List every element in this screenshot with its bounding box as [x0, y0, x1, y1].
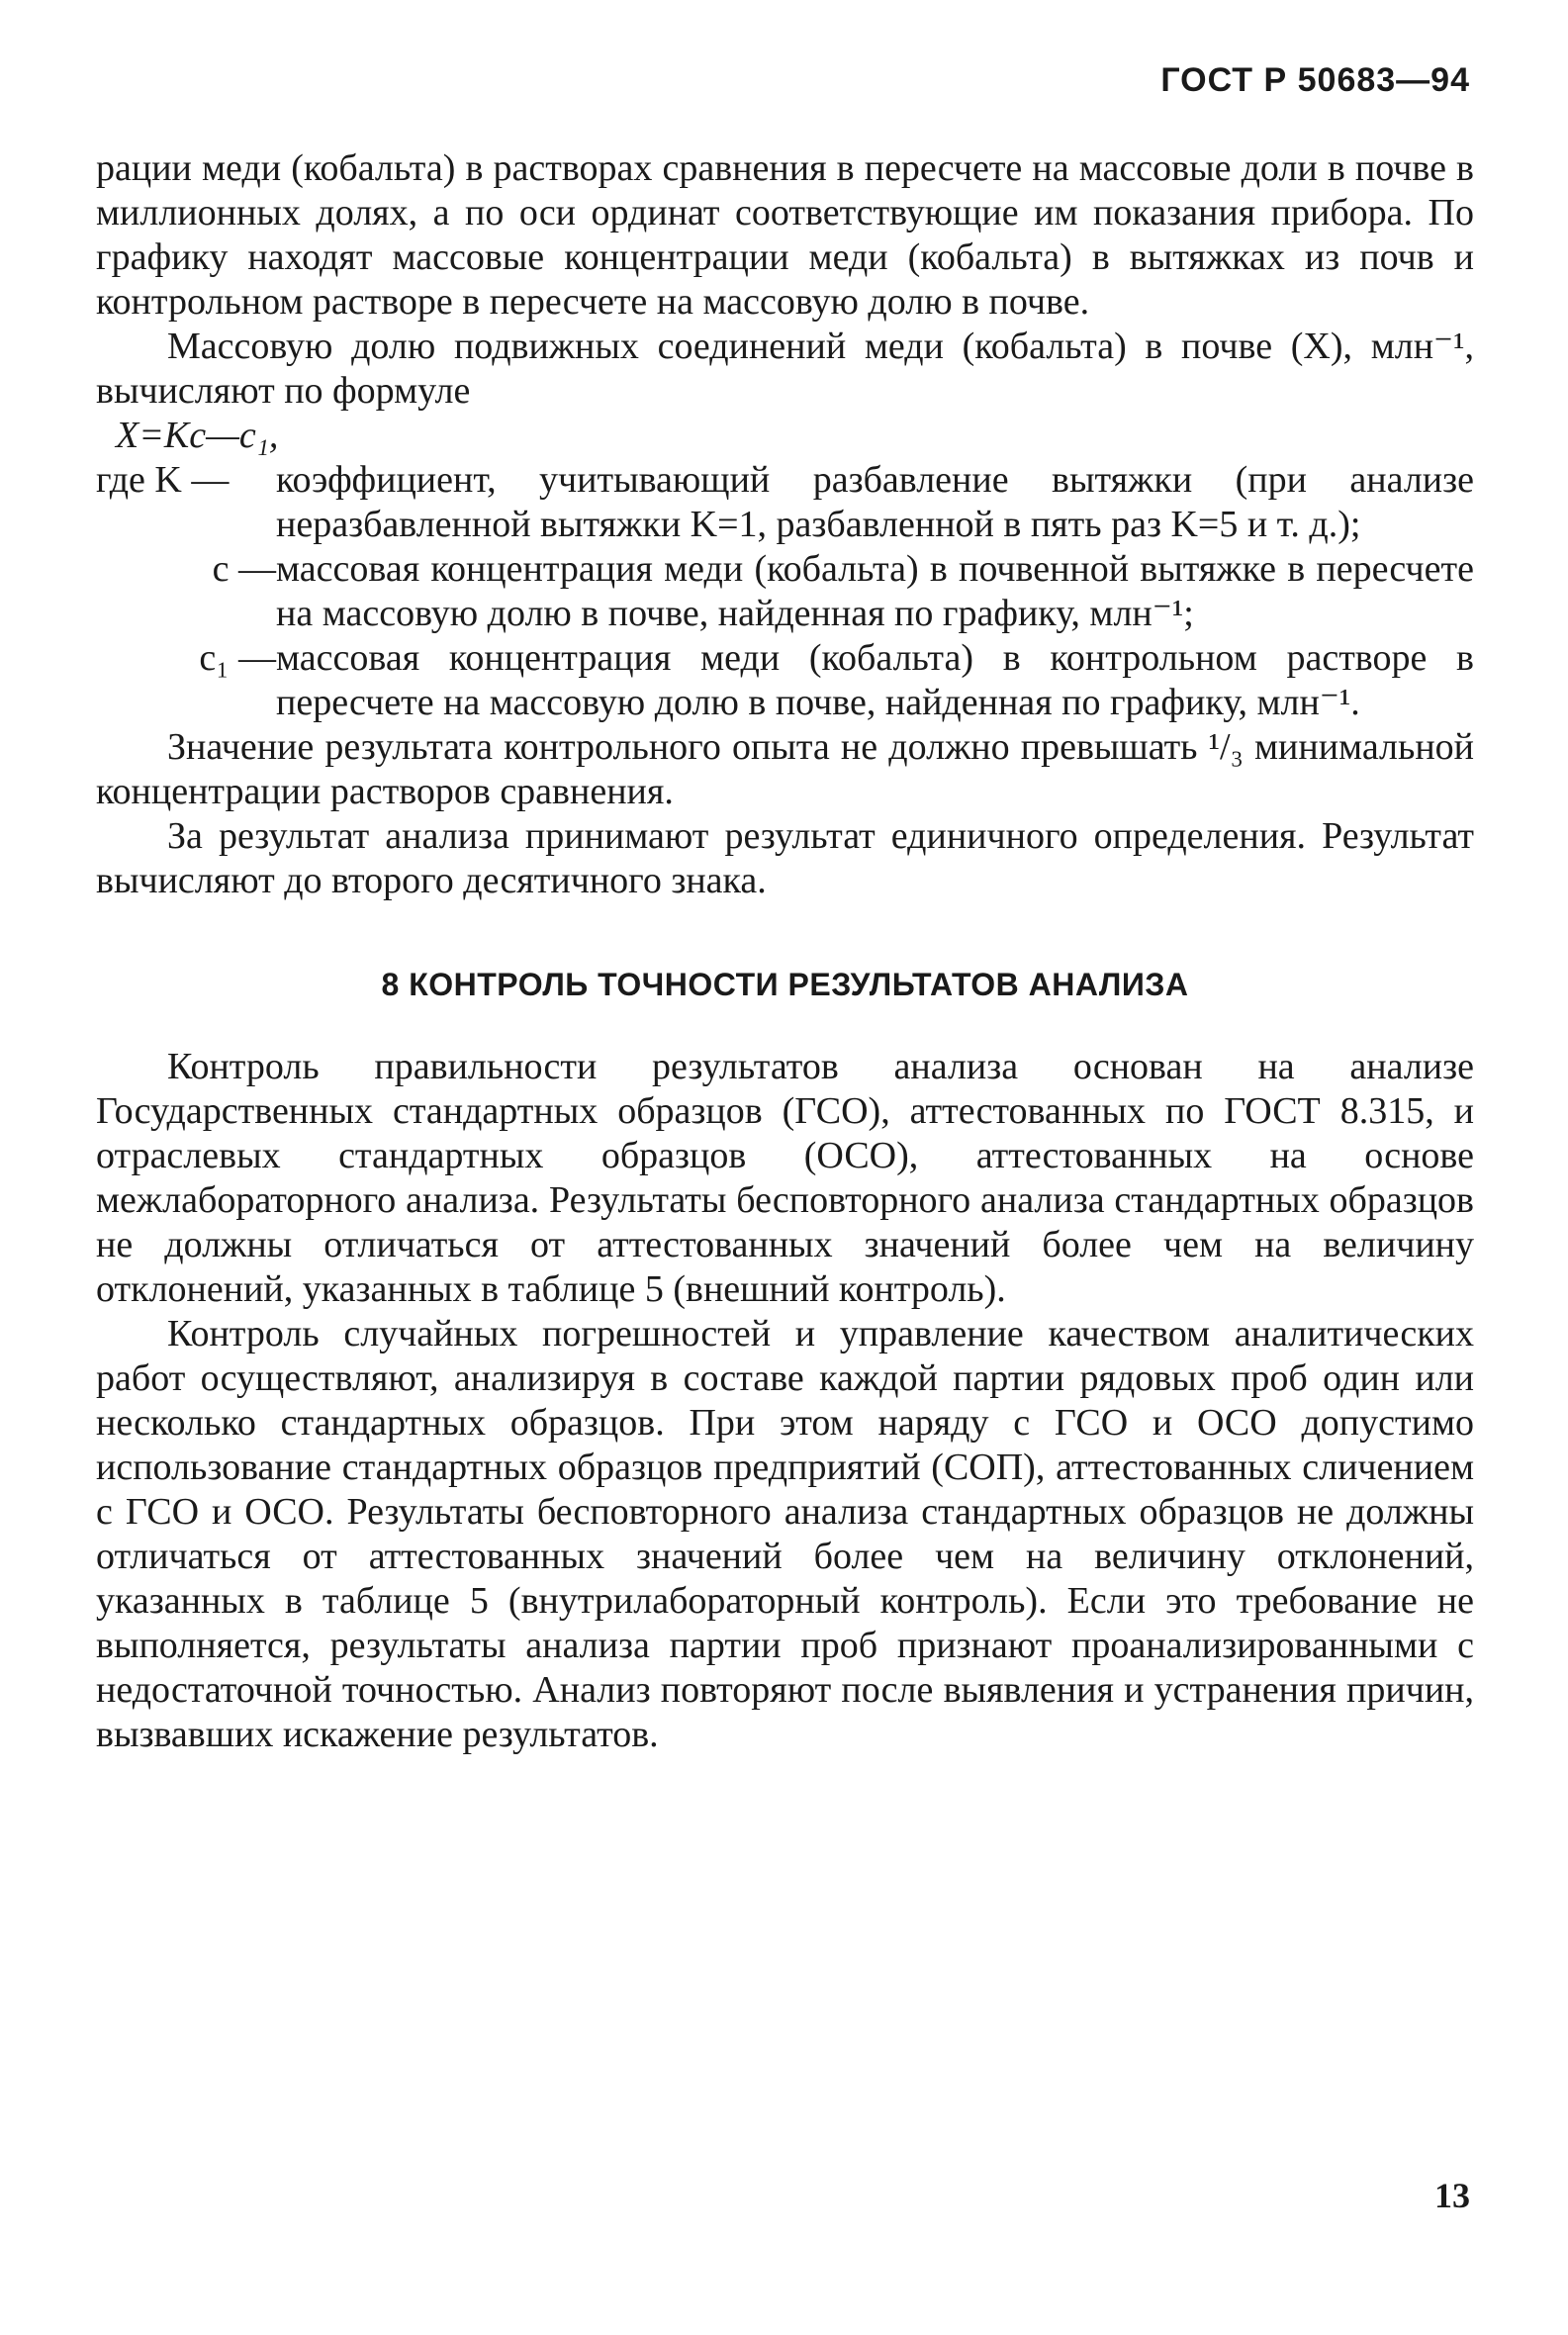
definition-text: коэффициент, учитывающий разбавление вытяжки (при анализе неразбавленной вытяжки K=1, разбавленной в пять раз K=5 и т. д.); — [276, 459, 1474, 545]
paragraph-random-error-control: Контроль случайных погрешностей и управление качеством аналитических работ осуществляют, анализируя в составе каждой партии рядовых проб один или несколько стандартных образцов. При этом наряду с ГСО и ОСО допустимо использование стандартных образцов предприятий (СОП), аттестованных сличением с ГСО и ОСО. Результаты бесповторного анализа стандартных образцов не должны отличаться от аттестованных значений более чем на величину отклонений, указанных в таблице 5 (внутрилабораторный контроль). Если это требование не выполняется, результаты анализа партии проб признают проанализированными с недостаточной точностью. Анализ повторяют после выявления и устранения причин, вызвавших искажение результатов. — [96, 1313, 1474, 1755]
document-header-standard-id: ГОСТ Р 50683—94 — [1160, 61, 1470, 99]
definition-text: массовая концентрация меди (кобальта) в контрольном растворе в пересчете на массовую долю в почве, найденная по графику, млн⁻¹. — [276, 637, 1474, 723]
definition-c1 — [96, 636, 1474, 725]
definition-term: c₁ — — [199, 637, 276, 679]
definition-k — [96, 458, 1474, 547]
definition-term: c — — [212, 548, 276, 590]
page-body — [96, 146, 1474, 1757]
section-heading: 8 КОНТРОЛЬ ТОЧНОСТИ РЕЗУЛЬТАТОВ АНАЛИЗА — [381, 967, 1189, 1002]
paragraph-continued: рации меди (кобальта) в растворах сравнения в пересчете на массовые доли в почве в миллионных долях, а по оси ординат соответствующие им показания прибора. По графику находят массовые концентрации меди (кобальта) в вытяжках из почв и контрольном растворе в пересчете на массовую долю в почве. — [96, 147, 1474, 323]
paragraph-control-experiment: Значение результата контрольного опыта не должно превышать ¹/₃ минимальной концентрации растворов сравнения. — [96, 726, 1474, 812]
paragraph-accuracy-control: Контроль правильности результатов анализа основан на анализе Государственных стандартных образцов (ГСО), аттестованных по ГОСТ 8.315, и отраслевых стандартных образцов (ОСО), аттестованных на основе межлабораторного анализа. Результаты бесповторного анализа стандартных образцов не должны отличаться от аттестованных значений более чем на величину отклонений, указанных в таблице 5 (внешний контроль). — [96, 1046, 1474, 1310]
definition-term: где K — — [96, 459, 230, 501]
paragraph-mass-fraction-intro: Массовую долю подвижных соединений меди (кобальта) в почве (X), млн⁻¹, вычисляют по формуле — [96, 326, 1474, 412]
definition-text: массовая концентрация меди (кобальта) в почвенной вытяжке в пересчете на массовую долю в почве, найденная по графику, млн⁻¹; — [276, 548, 1474, 634]
page-number: 13 — [1434, 2176, 1470, 2215]
definition-c — [96, 547, 1474, 636]
formula: X=Kc—c₁, — [116, 415, 279, 456]
paragraph-result-definition: За результат анализа принимают результат единичного определения. Результат вычисляют до второго десятичного знака. — [96, 815, 1474, 901]
